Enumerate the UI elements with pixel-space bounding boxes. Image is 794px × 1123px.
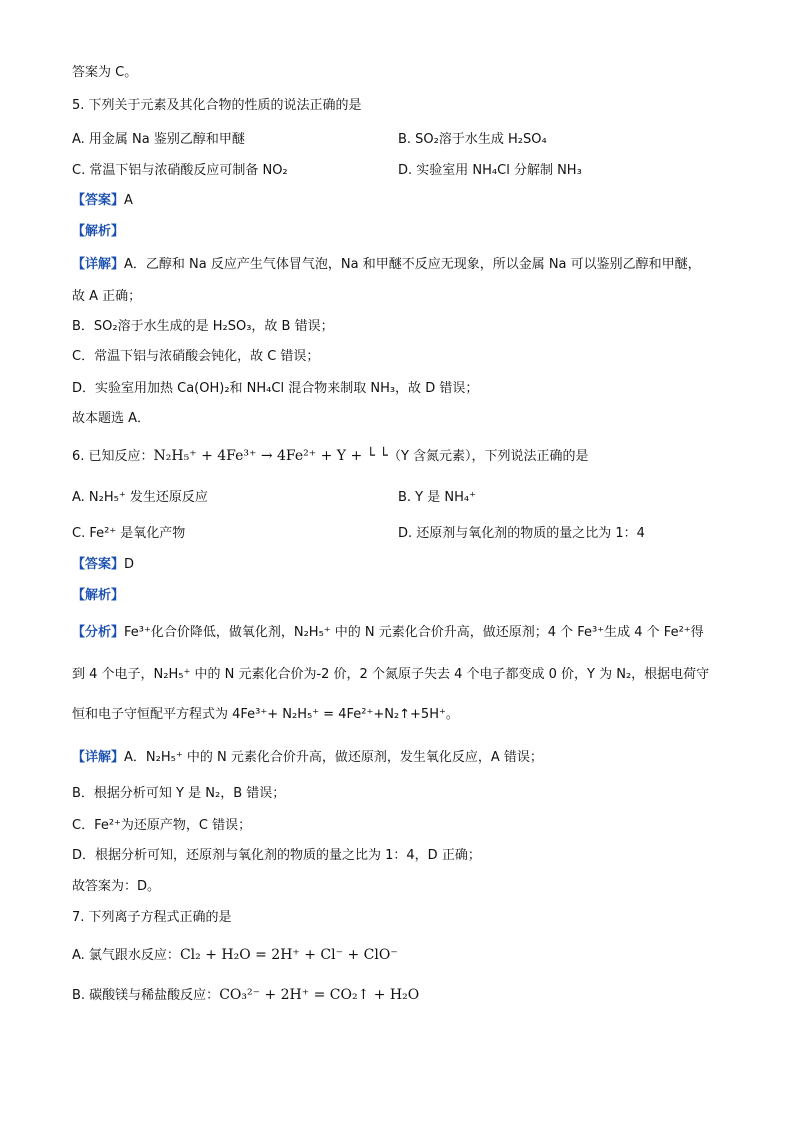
q6-answer: D [124,557,135,572]
q7-option-b-label: B. 碳酸镁与稀盐酸反应： [72,988,220,1003]
q7-stem: 7. 下列离子方程式正确的是 [72,910,232,925]
q5-option-d: D. 实验室用 NH₄Cl 分解制 NH₃ [398,163,582,178]
previous-answer: 答案为 C。 [72,65,138,80]
q5-detail-6: 故本题选 A． [72,411,151,426]
q5-option-c: C. 常温下铝与浓硝酸反应可制备 NO₂ [72,163,288,178]
q5-detail-5: D．实验室用加热 Ca(OH)₂和 NH₄Cl 混合物来制取 NH₃，故 D 错误； [72,381,479,396]
q6-option-b: B. Y 是 NH₄⁺ [398,490,476,505]
q7-option-b [72,986,419,1005]
q6-detail-3: C．Fe²⁺为还原产物，C 错误； [72,818,252,833]
q5-detail-3: B．SO₂溶于水生成的是 H₂SO₃，故 B 错误； [72,319,334,334]
q6-analysis-2: 到 4 个电子，N₂H₅⁺ 中的 N 元素化合价为-2 价，2 个氮原子失去 4 个电子都变成 0 价，Y 为 N₂，根据电荷守 [72,667,710,682]
q6-detail-4: D．根据分析可知，还原剂与氧化剂的物质的量之比为 1：4，D 正确； [72,848,481,863]
q7-option-a [72,946,398,965]
q6-answer-tag: 【答案】 [72,557,125,572]
q5-detail-2: 故 A 正确； [72,289,142,304]
q6-stem-prefix: 6. 已知反应： [72,449,154,464]
q5-answer-row [72,192,133,210]
q6-analysis-1: Fe³⁺化合价降低，做氧化剂，N₂H₅⁺ 中的 N 元素化合价升高，做还原剂；4 个 Fe³⁺生成 4 个 Fe²⁺得 [124,625,704,640]
q6-jiexi-tag: 【解析】 [72,588,125,603]
q5-option-b: B. SO₂溶于水生成 H₂SO₄ [398,132,547,147]
q6-detail-5: 故答案为：D。 [72,879,161,894]
q7-option-a-label: A. 氯气跟水反应： [72,948,180,963]
q5-detail-1: A．乙醇和 Na 反应产生气体冒气泡，Na 和甲醚不反应无现象，所以金属 Na 可以鉴别乙醇和甲醚， [124,257,701,272]
q7-option-a-equation: Cl₂ + H₂O = 2H⁺ + Cl⁻ + ClO⁻ [179,947,398,963]
q6-analysis-row [72,624,704,642]
q6-option-c: C. Fe²⁺ 是氧化产物 [72,526,186,541]
q5-detail-4: C．常温下铝与浓硝酸会钝化，故 C 错误； [72,349,320,364]
q5-option-a: A. 用金属 Na 鉴别乙醇和甲醚 [72,132,245,147]
q5-stem: 5. 下列关于元素及其化合物的性质的说法正确的是 [72,98,362,113]
q6-stem-row [72,447,589,466]
q6-detail-2: B．根据分析可知 Y 是 N₂，B 错误； [72,786,286,801]
q6-detail-1: A．N₂H₅⁺ 中的 N 元素化合价升高，做还原剂，发生氧化反应，A 错误； [124,750,543,765]
q5-answer-tag: 【答案】 [72,193,125,208]
q6-detail-tag: 【详解】 [72,750,125,765]
q6-equation: N₂H₅⁺ + 4Fe³⁺ → 4Fe²⁺ + Y + └ └ [153,448,388,464]
q6-stem-suffix: （Y 含氮元素），下列说法正确的是 [387,449,589,464]
q5-answer: A [124,193,133,208]
q7-option-b-equation: CO₃²⁻ + 2H⁺ = CO₂↑ + H₂O [219,987,420,1003]
q5-detail-tag: 【详解】 [72,257,125,272]
q5-detail-row [72,256,701,274]
q6-analysis-3: 恒和电子守恒配平方程式为 4Fe³⁺+ N₂H₅⁺ = 4Fe²⁺+N₂↑+5H⁺。 [72,707,459,722]
q6-answer-row [72,556,134,574]
q6-option-a: A. N₂H₅⁺ 发生还原反应 [72,490,208,505]
q6-detail-row [72,749,543,767]
q6-analysis-tag: 【分析】 [72,625,125,640]
q5-jiexi-tag: 【解析】 [72,224,125,239]
q6-option-d: D. 还原剂与氧化剂的物质的量之比为 1：4 [398,526,645,541]
